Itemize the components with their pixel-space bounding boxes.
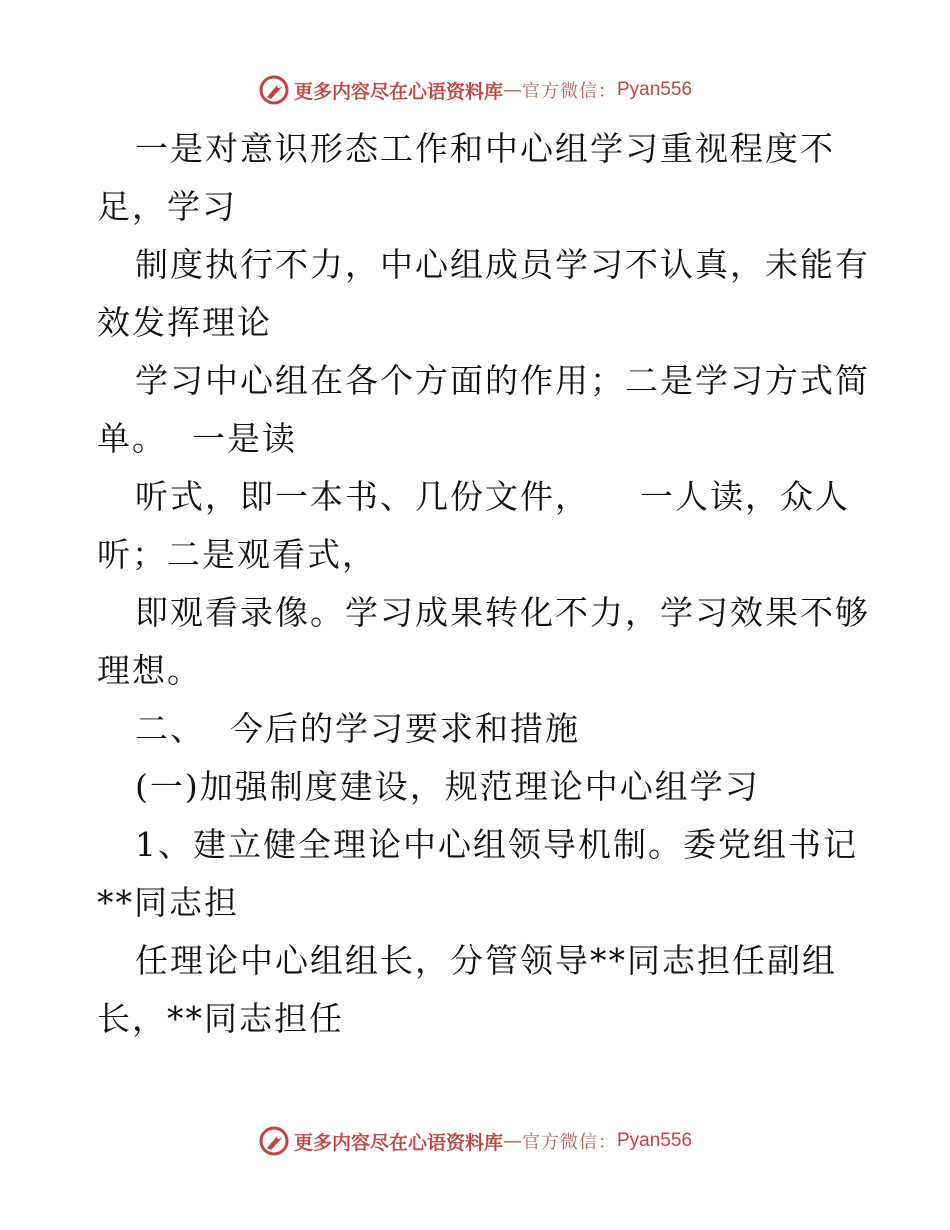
text-line: 学习中心组在各个方面的作用；二是学习方式简 <box>135 361 870 400</box>
watermark-id: Pyan556 <box>617 79 693 100</box>
section-heading: 二、 今后的学习要求和措施 <box>135 709 580 748</box>
watermark-label: 官方微信： <box>522 1132 617 1153</box>
text-line: 1、建立健全理论中心组领导机制。委党组书记 <box>135 825 858 864</box>
footer-watermark <box>0 1121 950 1161</box>
watermark-id: Pyan556 <box>617 1130 693 1151</box>
text-line: 任理论中心组组长，分管领导**同志担任副组 <box>135 941 837 980</box>
text-line: 足，学习 <box>97 187 237 226</box>
watermark-dash: — <box>503 79 522 101</box>
header-watermark <box>0 70 950 110</box>
watermark-brand: 更多内容尽在心语资料库 <box>293 1131 503 1154</box>
text-line: 一是对意识形态工作和中心组学习重视程度不 <box>135 129 835 168</box>
text-line: 理想。 <box>97 651 202 690</box>
document-body <box>97 120 897 1048</box>
text-line: 即观看录像。学习成果转化不力，学习效果不够 <box>135 593 870 632</box>
watermark-label: 官方微信： <box>522 81 617 102</box>
text-line: 制度执行不力，中心组成员学习不认真，未能有 <box>135 245 870 284</box>
text-line: 效发挥理论 <box>97 303 272 342</box>
watermark-dash: — <box>503 1130 522 1152</box>
subsection-heading: (一)加强制度建设，规范理论中心组学习 <box>135 767 760 806</box>
text-line: 听；二是观看式， <box>97 535 377 574</box>
pen-logo-icon <box>258 74 290 106</box>
text-line: **同志担 <box>97 883 239 922</box>
pen-logo-icon <box>258 1125 290 1157</box>
text-line: 单。 一是读 <box>97 419 297 458</box>
watermark-brand: 更多内容尽在心语资料库 <box>293 80 503 103</box>
text-line: 长，**同志担任 <box>97 999 344 1038</box>
text-line: 听式，即一本书、几份文件， 一人读，众人 <box>135 477 850 516</box>
